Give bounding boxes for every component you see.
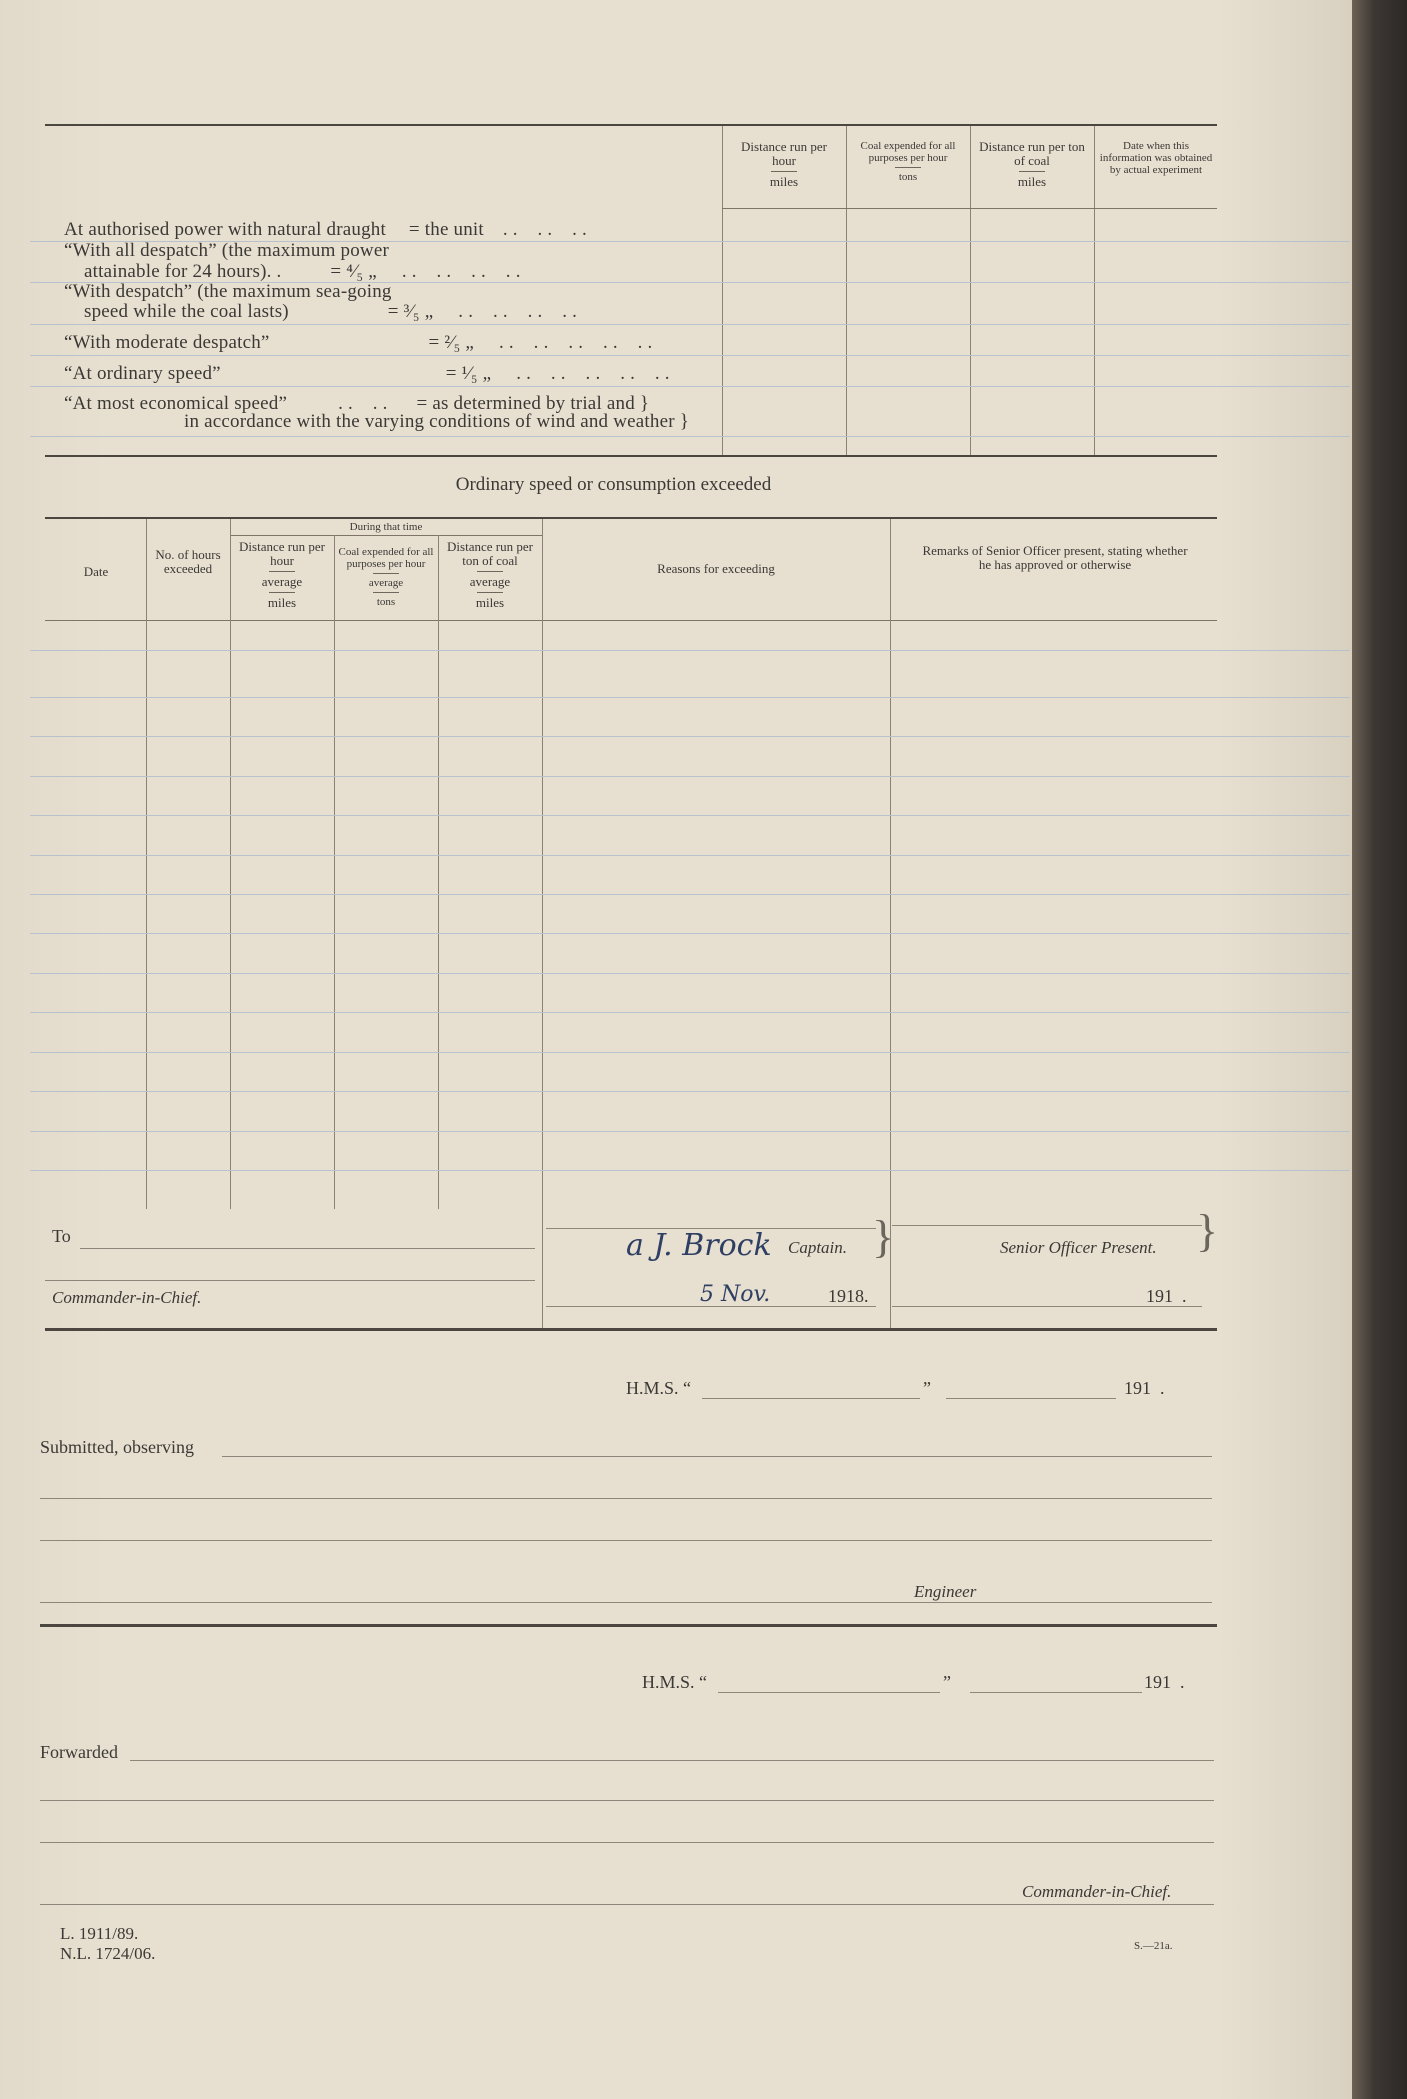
captain-brace: }	[872, 1211, 895, 1262]
captain-date-handwritten: 5 Nov.	[700, 1282, 771, 1307]
ruled-line	[30, 933, 1350, 934]
row-despatch-2: speed while the coal lasts) = ³⁄₅ „ . . . . . . . .	[84, 301, 578, 322]
row-all-despatch-1: “With all despatch” (the maximum power	[64, 240, 389, 261]
t2-header-reasons: Reasons for exceeding	[657, 561, 775, 576]
table2-header-bottom	[45, 620, 1217, 621]
captain-date-line	[546, 1306, 876, 1307]
forwarded-label: Forwarded	[40, 1742, 118, 1762]
t2-header-coal: Coal expended for all purposes per hour average tons	[338, 546, 434, 608]
captain-year: 1918.	[828, 1286, 869, 1306]
t1-header-coal: Coal expended for all purposes per hour tons	[860, 140, 956, 183]
ruled-line	[30, 436, 1350, 437]
engineer-line	[40, 1602, 1212, 1603]
ruled-line	[30, 1091, 1350, 1092]
t2-header-date: Date	[83, 564, 109, 579]
ruled-line	[30, 650, 1350, 651]
t2-col-divider	[438, 535, 439, 1209]
submitted-label: Submitted, observing	[40, 1437, 194, 1457]
t2-col-divider	[146, 519, 147, 1209]
table1-col-divider	[1094, 126, 1095, 455]
table1-header-rule	[722, 208, 1217, 209]
sign-block-bottom-rule	[45, 1328, 1217, 1331]
engineer-label: Engineer	[914, 1582, 977, 1601]
hms1-date-line	[946, 1398, 1116, 1399]
row-economical-speed: “At most economical speed” . . . . = as determined by trial and }	[64, 393, 650, 414]
t2-header-hours: No. of hours exceeded	[155, 547, 221, 576]
table1-col-divider	[970, 126, 971, 455]
hms2-date-line	[970, 1692, 1142, 1693]
ruled-line	[30, 1170, 1350, 1171]
ruled-line	[30, 386, 1350, 387]
to-fill-line	[80, 1248, 535, 1249]
t2-col-divider	[334, 535, 335, 1209]
table2-during-rule	[230, 535, 542, 536]
ruled-line	[30, 1052, 1350, 1053]
senior-officer-label: Senior Officer Present.	[1000, 1238, 1157, 1257]
t2-header-during: During that time	[349, 521, 423, 533]
hms1-close: ”	[923, 1378, 931, 1398]
binding-spine	[1352, 0, 1407, 2099]
cinc-label: Commander-in-Chief.	[52, 1288, 202, 1307]
hms2-year: 191 .	[1144, 1672, 1185, 1692]
hms2-prefix: H.M.S. “	[642, 1672, 708, 1692]
table1-col-divider	[846, 126, 847, 455]
to-label: To	[52, 1226, 71, 1246]
section-title: Ordinary speed or consumption exceeded	[455, 474, 772, 495]
ruled-line	[30, 973, 1350, 974]
ruled-line	[30, 776, 1350, 777]
row-economical-speed-2: in accordance with the varying conditions of wind and weather }	[184, 411, 690, 432]
footer-ref-1: L. 1911/89.	[60, 1924, 139, 1943]
footer-ref-2: N.L. 1724/06.	[60, 1944, 156, 1963]
senior-date-line	[892, 1306, 1202, 1307]
ruled-line	[30, 1012, 1350, 1013]
row-all-despatch-2: attainable for 24 hours). . = ⁴⁄₅ „ . . . . . . . .	[84, 261, 521, 282]
hms2-ship-line	[718, 1692, 940, 1693]
senior-brace: }	[1196, 1205, 1219, 1256]
row-despatch-1: “With despatch” (the maximum sea-going	[64, 281, 392, 302]
row-moderate-despatch: “With moderate despatch” = ²⁄₅ „ . . . . . . . . . .	[64, 332, 653, 353]
t2-header-remarks: Remarks of Senior Officer present, stating whether he has approved or otherwise	[922, 543, 1188, 572]
t1-header-distance: Distance run per hour miles	[741, 139, 827, 189]
ruled-line	[30, 894, 1350, 895]
ruled-line	[30, 1131, 1350, 1132]
footer-form-code: S.—21a.	[1134, 1940, 1173, 1952]
t2-header-distance-ton: Distance run per ton of coal average miles	[447, 539, 533, 610]
table2-top-rule	[45, 517, 1217, 519]
forwarded-line	[40, 1800, 1214, 1801]
t2-col-divider	[542, 519, 543, 1329]
hms1-ship-line	[702, 1398, 920, 1399]
t2-col-divider	[230, 519, 231, 1209]
cinc2-line	[40, 1904, 1214, 1905]
ruled-line	[30, 855, 1350, 856]
hms1-prefix: H.M.S. “	[626, 1378, 692, 1398]
submitted-line	[222, 1456, 1212, 1457]
hms1-year: 191 .	[1124, 1378, 1165, 1398]
senior-top-line	[892, 1225, 1202, 1226]
ruled-line	[30, 815, 1350, 816]
ruled-line	[30, 324, 1350, 325]
t2-header-distance: Distance run per hour average miles	[239, 539, 325, 610]
captain-signature: a J. Brock	[626, 1228, 772, 1263]
senior-year: 191 .	[1146, 1286, 1187, 1306]
row-authorised-power: At authorised power with natural draught = the unit . . . . . .	[64, 219, 588, 240]
row-ordinary-speed: “At ordinary speed” = ¹⁄₅ „ . . . . . . . . . .	[64, 363, 670, 384]
table1-top-rule	[45, 124, 1217, 126]
t1-header-distance-ton: Distance run per ton of coal miles	[979, 139, 1085, 189]
ruled-line	[30, 697, 1350, 698]
hms2-close: ”	[943, 1672, 951, 1692]
ruled-line	[30, 736, 1350, 737]
table1-bottom-rule	[45, 455, 1217, 457]
submitted-line	[40, 1498, 1212, 1499]
ruled-line	[30, 355, 1350, 356]
forwarded-line	[40, 1842, 1214, 1843]
submitted-bottom-rule	[40, 1624, 1217, 1627]
t2-col-divider	[890, 519, 891, 1329]
table1-col-divider	[722, 126, 723, 455]
cinc2-label: Commander-in-Chief.	[1022, 1882, 1172, 1901]
to-fill-line-2	[45, 1280, 535, 1281]
t1-header-date-obtained: Date when this information was obtained by actual experiment	[1099, 140, 1213, 176]
captain-label: Captain.	[788, 1238, 848, 1257]
forwarded-line	[130, 1760, 1214, 1761]
submitted-line	[40, 1540, 1212, 1541]
